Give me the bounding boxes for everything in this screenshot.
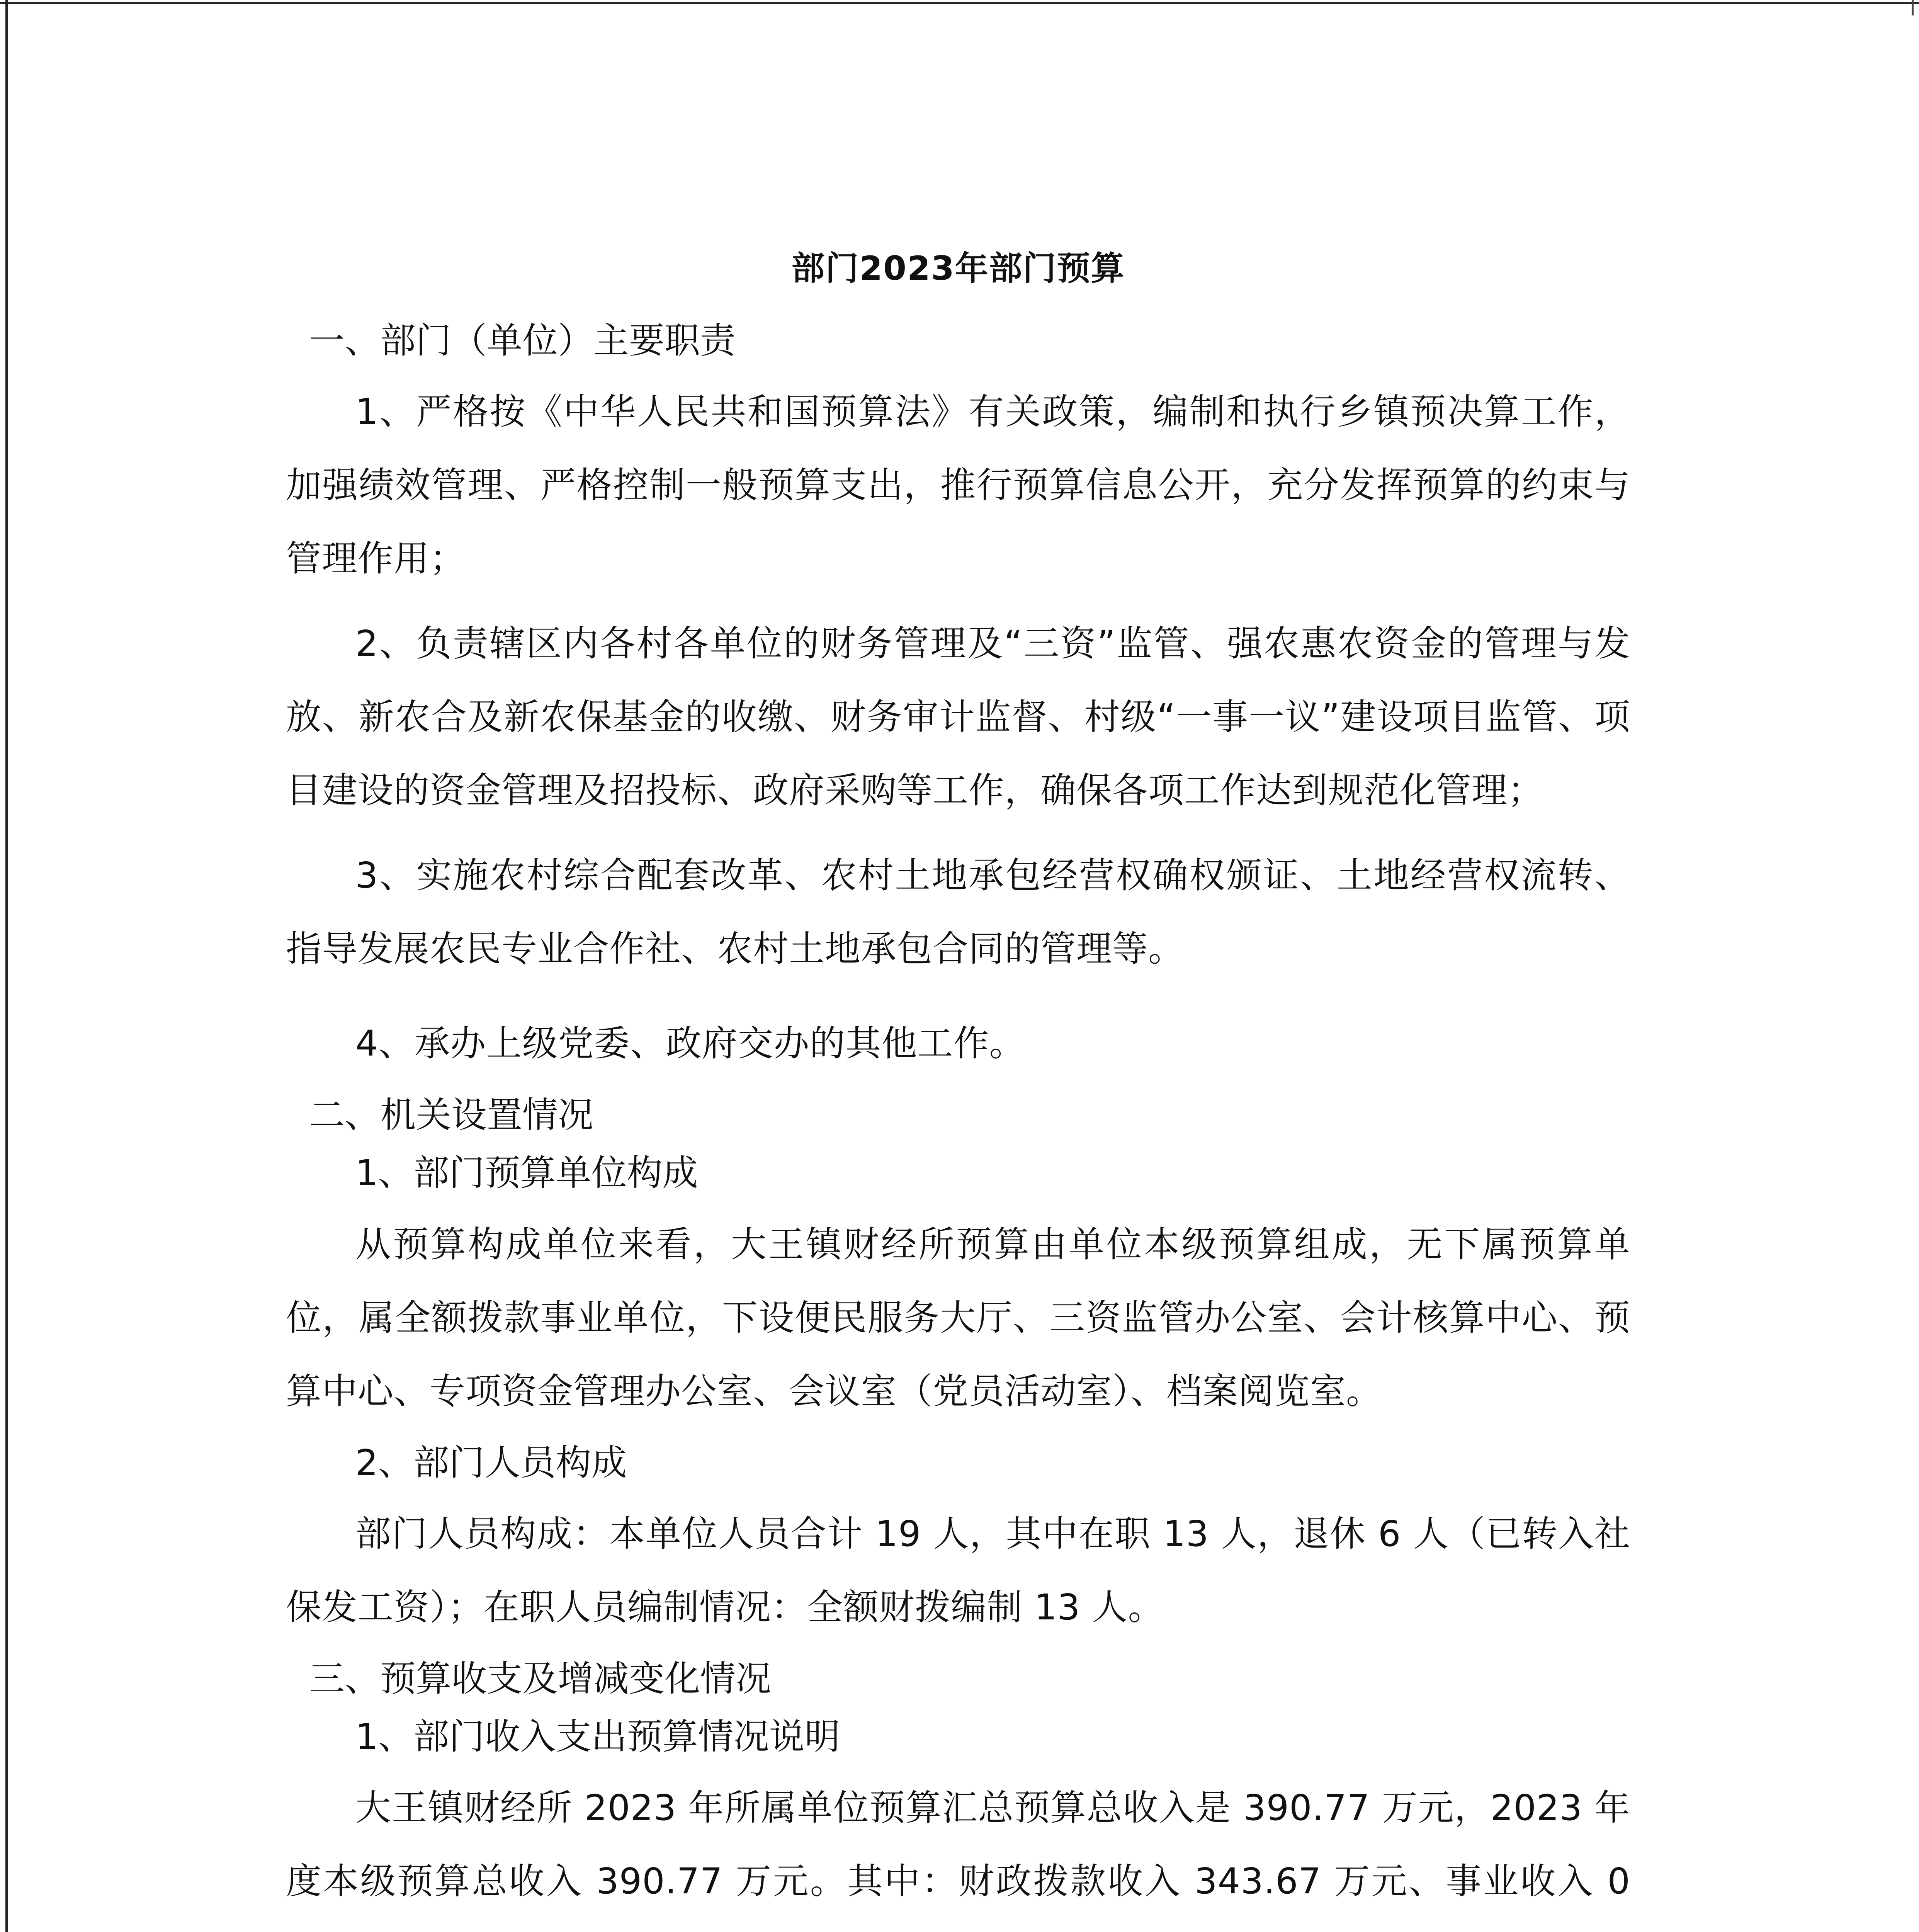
document-title: 部门2023年部门预算: [791, 249, 1125, 288]
scan-edge-left: [5, 0, 8, 1932]
sub-heading-budget-units: 1、部门预算单位构成: [355, 1152, 698, 1194]
sub-heading-staff: 2、部门人员构成: [355, 1442, 627, 1483]
duty-item-3: 3、实施农村综合配套改革、农村土地承包经营权确权颁证、土地经营权流转、指导发展农民专业合作社、农村土地承包合同的管理等。: [286, 855, 1630, 970]
budget-units-text: 从预算构成单位来看，大王镇财经所预算由单位本级预算组成，无下属预算单位，属全额拨款事业单位，下设便民服务大厅、三资监管办公室、会计核算中心、预算中心、专项资金管理办公室、会议室（党员活动室）、档案阅览室。: [286, 1223, 1630, 1412]
scan-edge-top: [0, 2, 1919, 4]
section-heading-duties: 一、部门（单位）主要职责: [309, 320, 736, 361]
document-page: [286, 247, 1630, 1932]
section-heading-budget-changes: 三、预算收支及增减变化情况: [309, 1658, 772, 1700]
scan-edge-right: [1912, 0, 1914, 15]
income-expense-text: 大王镇财经所 2023 年所属单位预算汇总预算总收入是 390.77 万元，2023 年度本级预算总收入 390.77 万元。其中：财政拨款收入 343.67 万元、事业收入 0: [286, 1787, 1630, 1902]
duty-item-4: 4、承办上级党委、政府交办的其他工作。: [355, 1023, 1025, 1065]
sub-heading-income-expense: 1、部门收入支出预算情况说明: [355, 1716, 840, 1757]
staff-text: 部门人员构成：本单位人员合计 19 人，其中在职 13 人，退休 6 人（已转入社保发工资）；在职人员编制情况：全额财拨编制 13 人。: [286, 1513, 1630, 1628]
section-heading-organization: 二、机关设置情况: [309, 1094, 594, 1136]
duty-item-1: 1、严格按《中华人民共和国预算法》有关政策，编制和执行乡镇预决算工作，加强绩效管理、严格控制一般预算支出，推行预算信息公开，充分发挥预算的约束与管理作用；: [286, 391, 1630, 580]
duty-item-2: 2、负责辖区内各村各单位的财务管理及“三资”监管、强农惠农资金的管理与发放、新农合及新农保基金的收缴、财务审计监督、村级“一事一议”建设项目监管、项目建设的资金管理及招投标、政府采购等工作，确保各项工作达到规范化管理；: [286, 623, 1630, 811]
